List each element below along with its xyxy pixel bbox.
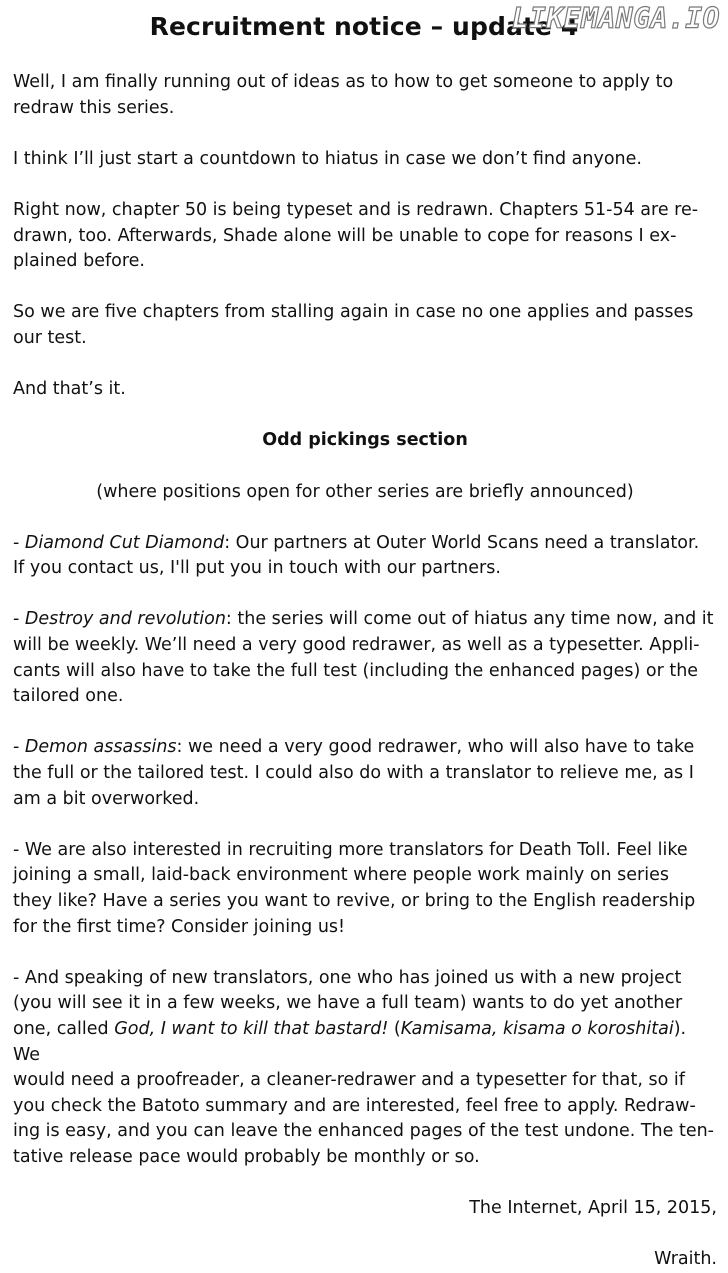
section-heading: Odd pickings section (262, 430, 468, 451)
paragraph-stalling (13, 300, 717, 351)
text-line: tailored one. (13, 686, 124, 707)
text-line: (you will see it in a few weeks, we have a full team) wants to do yet another (13, 993, 683, 1014)
text-line: our test. (13, 327, 87, 348)
text-line: ing is easy, and you can leave the enhanced pages of the test undone. The ten- (13, 1121, 714, 1142)
series-title: Destroy and revolution (24, 609, 226, 630)
text-line: tative release pace would probably be monthly or so. (13, 1146, 480, 1167)
series-title: Diamond Cut Diamond (24, 532, 225, 553)
text-line: cants will also have to take the full test (including the enhanced pages) or the (13, 660, 699, 681)
text-line: - We are also interested in recruiting more translators for Death Toll. Feel like (13, 839, 688, 860)
notice-body (13, 70, 717, 1273)
item-demon-assassins (13, 735, 717, 812)
item-destroy-and-revolution (13, 607, 717, 709)
text-line: redraw this series. (13, 97, 175, 118)
text-line: joining a small, laid-back environment where people work mainly on series (13, 865, 670, 886)
text-line: you check the Batoto summary and are interested, feel free to apply. Redraw- (13, 1095, 696, 1116)
text-line: So we are five chapters from stalling again in case no one applies and passes (13, 302, 694, 323)
paragraph-end: And that’s it. (13, 379, 126, 400)
text-line: drawn, too. Afterwards, Shade alone will be unable to cope for reasons I ex- (13, 225, 677, 246)
text-line: they like? Have a series you want to revive, or bring to the English readership (13, 891, 696, 911)
text-line: - Destroy and revolution: the series will come out of hiatus any time now, and it (13, 609, 714, 630)
text-line: would need a proofreader, a cleaner-redrawer and a typesetter for that, so if (13, 1070, 685, 1091)
series-title-jp: Kamisama, kisama o koroshitai (400, 1018, 674, 1039)
item-diamond-cut-diamond (13, 531, 717, 582)
item-death-toll (13, 838, 717, 940)
watermark: LIKEMANGA.IO (511, 2, 720, 35)
text-line: - Diamond Cut Diamond: Our partners at Outer World Scans need a translator. (13, 532, 700, 553)
paragraph-intro (13, 70, 717, 121)
text-line: one, called God, I want to kill that bastard! (Kamisama, kisama o koroshitai). We (13, 1018, 687, 1065)
paragraph-status (13, 198, 717, 275)
text-line: the full or the tailored test. I could also do with a translator to relieve me, as I (13, 763, 694, 784)
text-line: Well, I am finally running out of ideas as to how to get someone to apply to (13, 72, 674, 92)
text-line: plained before. (13, 251, 145, 272)
signature-place-date: The Internet, April 15, 2015, (469, 1198, 717, 1219)
page-title: Recruitment notice – update 4 (149, 12, 579, 41)
text-line: will be weekly. We’ll need a very good redrawer, as well as a typesetter. Appli- (13, 635, 700, 656)
text-line: - And speaking of new translators, one who has joined us with a new project (13, 967, 682, 988)
text-line: - Demon assassins: we need a very good redrawer, who will also have to take (13, 737, 695, 758)
series-title: Demon assassins (24, 737, 177, 758)
item-new-translators (13, 966, 717, 1171)
signature-name: Wraith. (654, 1249, 717, 1270)
text-line: am a bit overworked. (13, 788, 200, 809)
paragraph-countdown (13, 147, 717, 173)
text-line: If you contact us, I'll put you in touch with our partners. (13, 558, 501, 579)
text-line: for the first time? Consider joining us! (13, 916, 346, 937)
text-line: I think I’ll just start a countdown to hiatus in case we don’t find anyone. (13, 148, 642, 169)
section-subheading: (where positions open for other series are briefly announced) (96, 481, 634, 502)
text-line: Right now, chapter 50 is being typeset and is redrawn. Chapters 51-54 are re- (13, 199, 699, 220)
series-title: God, I want to kill that bastard! (114, 1018, 389, 1039)
